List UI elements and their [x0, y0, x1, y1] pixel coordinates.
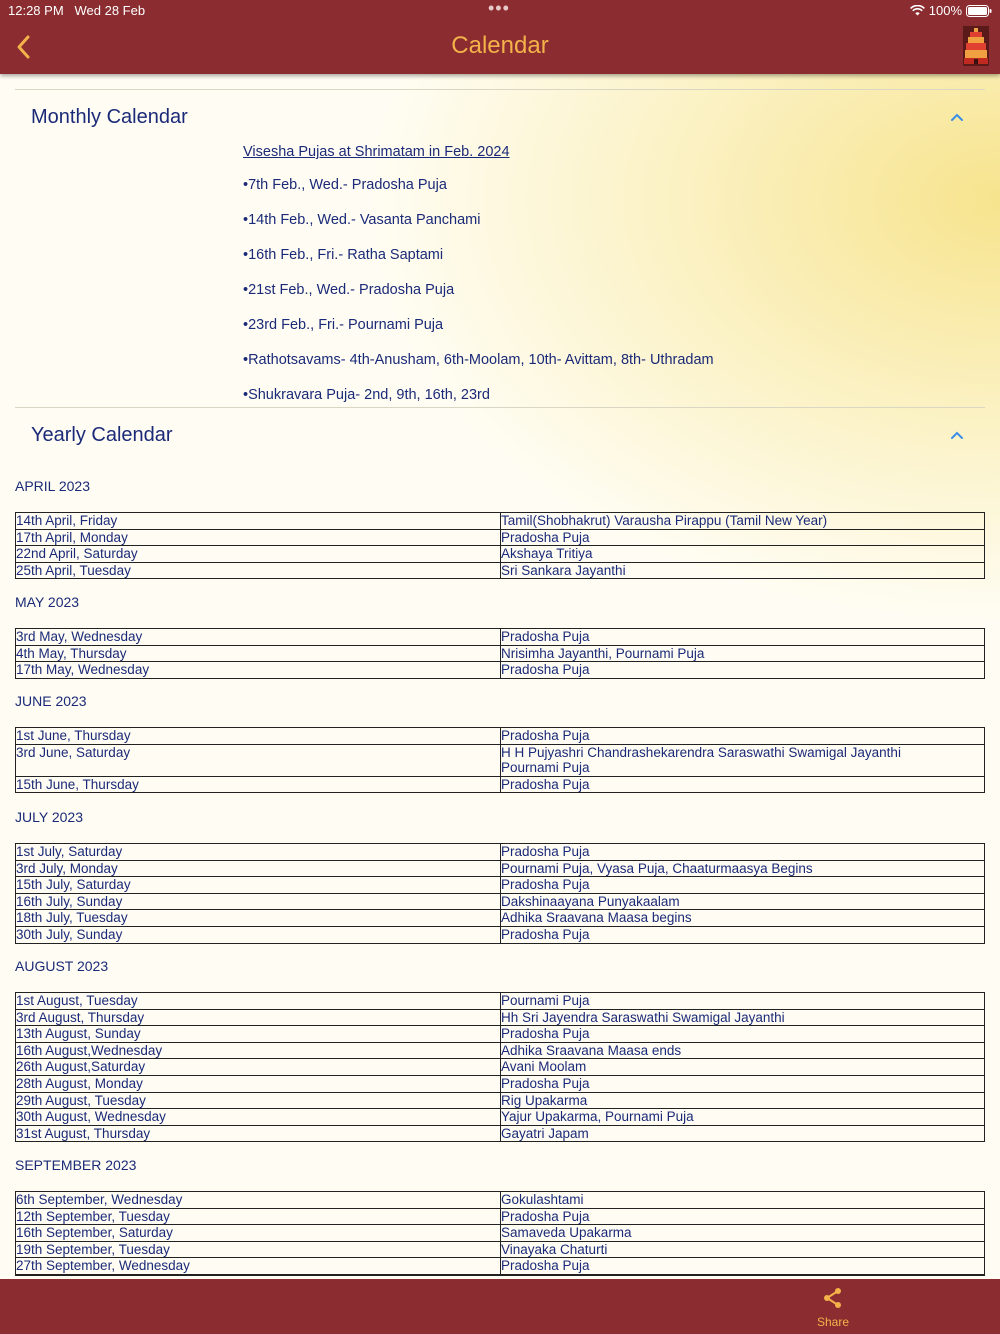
table-row — [16, 744, 985, 776]
table-row — [16, 562, 985, 579]
month-table — [15, 843, 985, 944]
event-cell: Akshaya Tritiya — [501, 546, 985, 563]
multitask-dots-icon[interactable]: ••• — [488, 0, 510, 18]
date-cell: 18th July, Tuesday — [16, 910, 501, 927]
month-label: MAY 2023 — [15, 594, 80, 610]
date-cell: 12th September, Tuesday — [16, 1208, 501, 1225]
table-row — [16, 776, 985, 793]
table-row — [16, 877, 985, 894]
date-cell: 17th May, Wednesday — [16, 662, 501, 679]
month-table — [15, 512, 985, 579]
event-cell: Pradosha Puja — [501, 529, 985, 546]
event-cell: Adhika Sraavana Maasa begins — [501, 910, 985, 927]
table-row — [16, 1241, 985, 1258]
date-cell: 4th May, Thursday — [16, 645, 501, 662]
event-cell: Pradosha Puja — [501, 1026, 985, 1043]
yearly-calendar-title[interactable]: Yearly Calendar — [31, 424, 173, 446]
event-cell: Pournami Puja — [501, 993, 985, 1010]
monthly-item: •16th Feb., Fri.- Ratha Saptami — [243, 247, 444, 263]
battery-icon — [966, 5, 992, 17]
table-row — [16, 1009, 985, 1026]
table-row — [16, 910, 985, 927]
event-cell: Rig Upakarma — [501, 1092, 985, 1109]
date-cell — [16, 1274, 501, 1275]
event-cell: Pradosha Puja — [501, 629, 985, 646]
share-icon — [822, 1287, 844, 1309]
date-cell: 19th September, Tuesday — [16, 1241, 501, 1258]
table-row — [16, 1225, 985, 1242]
event-cell: Pradosha Puja — [501, 1208, 985, 1225]
date-cell: 25th April, Tuesday — [16, 562, 501, 579]
date-cell: 3rd June, Saturday — [16, 744, 501, 776]
event-cell: Dakshinaayana Punyakaalam — [501, 893, 985, 910]
date-cell: 31st August, Thursday — [16, 1125, 501, 1142]
event-cell: Pradosha Puja — [501, 877, 985, 894]
monthly-item: •7th Feb., Wed.- Pradosha Puja — [243, 177, 447, 193]
monthly-item: •23rd Feb., Fri.- Pournami Puja — [243, 317, 444, 333]
scroll-content[interactable] — [0, 74, 1000, 1279]
bottom-toolbar — [0, 1279, 1000, 1334]
event-cell: Yajur Upakarma, Pournami Puja — [501, 1109, 985, 1126]
table-row — [16, 1192, 985, 1209]
month-table — [15, 992, 985, 1142]
status-time: 12:28 PM Wed 28 Feb — [8, 3, 146, 18]
month-table — [15, 628, 985, 679]
monthly-calendar-title[interactable]: Monthly Calendar — [31, 106, 188, 128]
month-table — [15, 727, 985, 793]
table-row — [16, 893, 985, 910]
date-cell: 1st August, Tuesday — [16, 993, 501, 1010]
divider — [15, 407, 985, 408]
date-cell: 1st July, Saturday — [16, 844, 501, 861]
date-cell: 17th April, Monday — [16, 529, 501, 546]
table-row — [16, 860, 985, 877]
table-row — [16, 1075, 985, 1092]
nav-bar — [0, 0, 1000, 74]
date-cell: 16th August,Wednesday — [16, 1042, 501, 1059]
monthly-item: •Shukravara Puja- 2nd, 9th, 16th, 23rd — [243, 387, 490, 403]
share-button[interactable] — [805, 1287, 861, 1329]
date-cell: 15th July, Saturday — [16, 877, 501, 894]
wifi-icon — [910, 5, 925, 16]
event-cell: Tamil(Shobhakrut) Varausha Pirappu (Tamil New Year) — [501, 513, 985, 530]
table-row — [16, 1208, 985, 1225]
table-row — [16, 844, 985, 861]
monthly-heading: Visesha Pujas at Shrimatam in Feb. 2024 — [243, 144, 510, 160]
date-cell: 30th July, Sunday — [16, 926, 501, 943]
event-cell: H H Pujyashri Chandrashekarendra Saraswathi Swamigal Jayanthi Pournami Puja — [501, 744, 985, 776]
table-row — [16, 1092, 985, 1109]
collapse-chevron-up-icon[interactable] — [950, 430, 964, 440]
date-cell: 13th August, Sunday — [16, 1026, 501, 1043]
event-cell: Adhika Sraavana Maasa ends — [501, 1042, 985, 1059]
event-cell: Pradosha Puja — [501, 1258, 985, 1275]
event-cell: Vinayaka Chaturti — [501, 1241, 985, 1258]
month-label: JULY 2023 — [15, 809, 83, 825]
battery-percent: 100% — [928, 3, 962, 18]
event-cell: Pradosha Puja — [501, 926, 985, 943]
monthly-item: •Rathotsavams- 4th-Anusham, 6th-Moolam, 10th- Avittam, 8th- Uthradam — [243, 352, 714, 368]
event-cell: Hh Sri Jayendra Saraswathi Swamigal Jayanthi — [501, 1009, 985, 1026]
date-cell: 16th September, Saturday — [16, 1225, 501, 1242]
date-cell: 27th September, Wednesday — [16, 1258, 501, 1275]
event-cell: Avani Moolam — [501, 1059, 985, 1076]
table-row — [16, 529, 985, 546]
date-cell: 15th June, Thursday — [16, 776, 501, 793]
event-cell: Gayatri Japam — [501, 1125, 985, 1142]
table-row — [16, 993, 985, 1010]
event-cell: Samaveda Upakarma — [501, 1225, 985, 1242]
collapse-chevron-up-icon[interactable] — [950, 112, 964, 122]
table-row — [16, 1042, 985, 1059]
table-row — [16, 926, 985, 943]
status-indicators — [910, 3, 992, 18]
table-row — [16, 546, 985, 563]
event-cell: Sri Sankara Jayanthi — [501, 562, 985, 579]
date-cell: 14th April, Friday — [16, 513, 501, 530]
table-row — [16, 1059, 985, 1076]
month-label: APRIL 2023 — [15, 478, 90, 494]
event-cell: Pradosha Puja — [501, 776, 985, 793]
month-label: JUNE 2023 — [15, 693, 87, 709]
date-cell: 6th September, Wednesday — [16, 1192, 501, 1209]
date-cell: 30th August, Wednesday — [16, 1109, 501, 1126]
date-cell: 29th August, Tuesday — [16, 1092, 501, 1109]
temple-gopuram-icon[interactable] — [963, 26, 989, 66]
date-cell: 1st June, Thursday — [16, 728, 501, 745]
event-cell: Gokulashtami — [501, 1192, 985, 1209]
table-row — [16, 645, 985, 662]
table-row — [16, 662, 985, 679]
date-cell: 26th August,Saturday — [16, 1059, 501, 1076]
date-cell: 3rd July, Monday — [16, 860, 501, 877]
share-label: Share — [816, 1315, 850, 1329]
event-cell: Pradosha Puja — [501, 728, 985, 745]
table-row — [16, 728, 985, 745]
month-label: AUGUST 2023 — [15, 958, 109, 974]
monthly-item: •14th Feb., Wed.- Vasanta Panchami — [243, 212, 481, 228]
table-row — [16, 1026, 985, 1043]
table-row — [16, 1125, 985, 1142]
event-cell: Nrisimha Jayanthi, Pournami Puja — [501, 645, 985, 662]
month-label: SEPTEMBER 2023 — [15, 1157, 137, 1173]
event-cell: Pradosha Puja — [501, 1075, 985, 1092]
table-row — [16, 1274, 985, 1275]
table-row — [16, 1258, 985, 1275]
date-cell: 3rd May, Wednesday — [16, 629, 501, 646]
date-cell: 3rd August, Thursday — [16, 1009, 501, 1026]
table-row — [16, 1109, 985, 1126]
monthly-item: •21st Feb., Wed.- Pradosha Puja — [243, 282, 455, 298]
divider — [15, 89, 985, 90]
event-cell: Pradosha Puja — [501, 844, 985, 861]
table-row — [16, 513, 985, 530]
page-title: Calendar — [451, 32, 549, 59]
event-cell: Pradosha Puja — [501, 662, 985, 679]
event-cell — [501, 1274, 985, 1275]
month-table — [15, 1191, 985, 1276]
date-cell: 16th July, Sunday — [16, 893, 501, 910]
date-cell: 28th August, Monday — [16, 1075, 501, 1092]
table-row — [16, 629, 985, 646]
date-cell: 22nd April, Saturday — [16, 546, 501, 563]
event-cell: Pournami Puja, Vyasa Puja, Chaaturmaasya Begins — [501, 860, 985, 877]
monthly-puja-list — [243, 144, 714, 422]
